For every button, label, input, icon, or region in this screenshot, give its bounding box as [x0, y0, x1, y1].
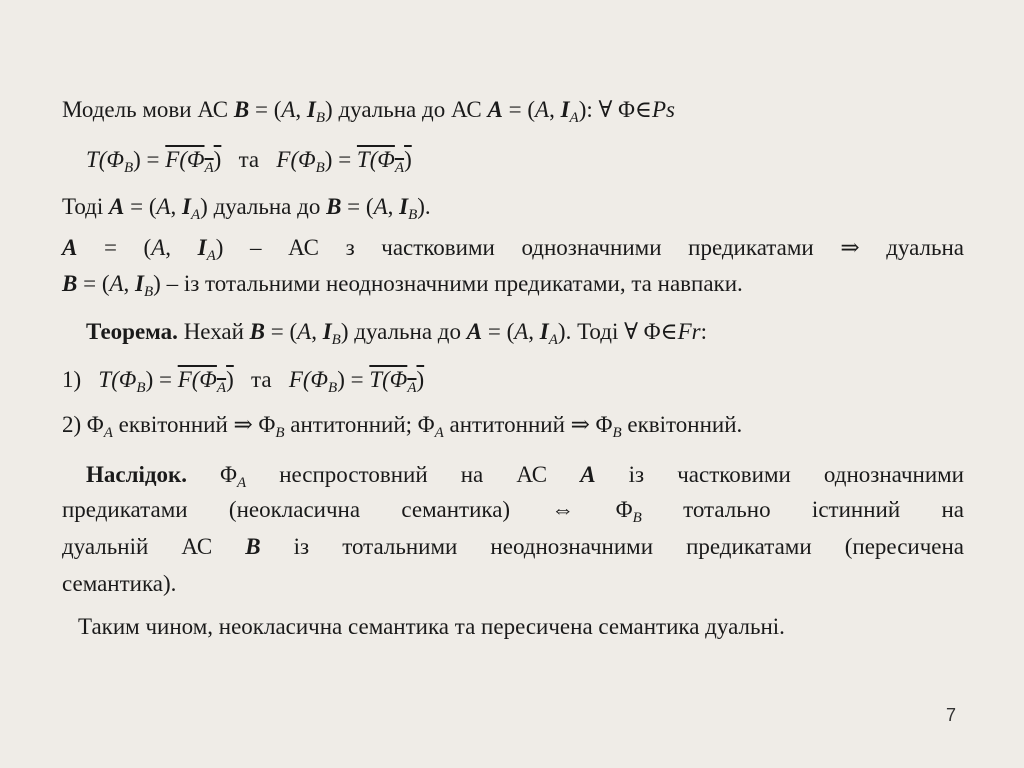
- symbol-a: A: [466, 319, 483, 344]
- overline-group: [369, 367, 425, 396]
- text: Тоді: [62, 194, 109, 219]
- text: еквітонний ⇒ Φ: [112, 412, 276, 437]
- text: ,: [170, 194, 183, 219]
- text: еквітонний.: [621, 412, 743, 437]
- theorem-item-2: [62, 411, 964, 439]
- text: ) =: [145, 367, 178, 392]
- text: ).: [417, 194, 431, 219]
- symbol-a: A: [297, 319, 312, 344]
- text: = (: [249, 97, 282, 122]
- text: = (: [482, 319, 515, 344]
- symbol-i: I: [399, 194, 409, 219]
- subscript: A: [103, 425, 113, 441]
- subscript: A: [394, 160, 405, 176]
- subscript: B: [315, 110, 326, 126]
- text: неспростовний на АС: [246, 462, 581, 487]
- overline-group: [165, 147, 222, 176]
- model-definition-line: [62, 96, 964, 124]
- text: Φ: [187, 462, 237, 487]
- symbol-b: B: [62, 271, 78, 296]
- text: ,: [165, 235, 198, 260]
- text: семантика).: [62, 571, 177, 596]
- subscript: B: [632, 510, 642, 526]
- subscript: A: [434, 425, 444, 441]
- partial-predicates-line: [62, 234, 964, 262]
- total-predicates-line: [62, 270, 964, 298]
- text: Таким чином, неокласична семантика та пересичена семантика дуальні.: [78, 614, 785, 639]
- text: ). Тоді ∀ Φ∈: [557, 319, 678, 344]
- subscript: A: [216, 380, 227, 396]
- subscript: B: [408, 207, 418, 223]
- symbol-a: A: [535, 97, 550, 122]
- text: із тотальними неоднозначними предикатами (пересичена: [260, 534, 965, 559]
- text: = (: [341, 194, 374, 219]
- text: Модель мови АС: [62, 97, 234, 122]
- subscript: B: [612, 425, 622, 441]
- symbol-ps: Ps: [651, 97, 675, 122]
- symbol-i: I: [197, 235, 207, 260]
- symbol-i: I: [306, 97, 316, 122]
- text: ,: [123, 271, 136, 296]
- symbol-i: I: [539, 319, 549, 344]
- text: ) – із тотальними неоднозначними предикатами, та навпаки.: [153, 271, 743, 296]
- subscript: A: [204, 160, 214, 176]
- text: ) =: [133, 147, 166, 172]
- symbol-i: I: [135, 271, 144, 296]
- subscript: B: [331, 332, 341, 348]
- theorem-line: [86, 318, 988, 346]
- subscript: A: [236, 475, 247, 491]
- text: ): [213, 147, 222, 172]
- text: антитонний; Φ: [284, 412, 435, 437]
- formula-f: F(Φ: [165, 147, 205, 172]
- subscript: B: [315, 160, 325, 176]
- text: = (: [265, 319, 298, 344]
- text: ) дуальна до: [340, 319, 467, 344]
- symbol-b: B: [233, 97, 250, 122]
- formula-f: F(Φ: [288, 367, 329, 392]
- subscript: A: [407, 380, 417, 396]
- text: ) – АС з частковими однозначними предикатами ⇒ дуальна: [215, 235, 964, 260]
- symbol-a: A: [156, 194, 171, 219]
- text: із частковими однозначними: [595, 462, 964, 487]
- subscript: B: [136, 380, 146, 396]
- symbol-a: A: [281, 97, 296, 122]
- formula-t: T(Φ: [369, 367, 408, 392]
- text: ) =: [337, 367, 370, 392]
- corollary-line-3: [62, 533, 964, 561]
- corollary-line-4: [62, 570, 964, 598]
- page-number: 7: [946, 705, 957, 725]
- text: ): [226, 367, 234, 392]
- subscript: A: [548, 332, 558, 348]
- text: = (: [502, 97, 535, 122]
- text: ) дуальна до: [200, 194, 327, 219]
- text: ) дуальна до АС: [325, 97, 488, 122]
- then-line: [62, 193, 964, 221]
- text: ,: [387, 194, 400, 219]
- duality-formula: [86, 146, 988, 174]
- symbol-fr: Fr: [677, 319, 701, 344]
- text: Нехай: [177, 319, 250, 344]
- formula-f: F(Φ: [177, 367, 217, 392]
- symbol-a: A: [109, 194, 125, 219]
- item-number: 1): [62, 367, 82, 392]
- symbol-i: I: [182, 194, 191, 219]
- text: ): [404, 147, 412, 172]
- corollary-line-1: [86, 461, 964, 489]
- conjunction: та: [238, 147, 260, 172]
- text: 2) Φ: [62, 412, 104, 437]
- symbol-i: I: [560, 97, 570, 122]
- text: :: [700, 319, 707, 344]
- subscript: B: [144, 284, 154, 300]
- overline-group: [356, 147, 412, 176]
- theorem-item-1: [62, 366, 964, 394]
- subscript: B: [123, 160, 134, 176]
- text: ) =: [324, 147, 357, 172]
- symbol-a: A: [487, 97, 503, 122]
- symbol-a: A: [373, 194, 388, 219]
- text: ,: [295, 97, 307, 122]
- corollary-heading: Наслідок.: [86, 462, 188, 487]
- text: ,: [528, 319, 540, 344]
- symbol-b: B: [245, 534, 261, 559]
- text: предикатами (неокласична семантика) ⇔ Φ: [62, 497, 633, 522]
- subscript: A: [206, 248, 216, 264]
- text: ): [416, 367, 425, 392]
- text: = (: [124, 194, 157, 219]
- symbol-b: B: [249, 319, 266, 344]
- overline-group: [177, 367, 234, 396]
- conclusion-line: [78, 613, 980, 641]
- subscript: B: [275, 425, 285, 441]
- text: ,: [549, 97, 561, 122]
- text: дуальній АС: [62, 534, 246, 559]
- formula-t: T(Φ: [356, 147, 395, 172]
- symbol-a: A: [580, 462, 596, 487]
- symbol-a: A: [151, 235, 166, 260]
- symbol-i: I: [322, 319, 332, 344]
- symbol-a: A: [109, 271, 124, 296]
- symbol-a: A: [514, 319, 529, 344]
- text: тотально істинний на: [641, 497, 964, 522]
- text: = (: [77, 271, 110, 296]
- symbol-a: A: [62, 235, 78, 260]
- corollary-line-2: [62, 496, 964, 524]
- subscript: A: [191, 207, 201, 223]
- text: ): ∀ Φ∈: [578, 97, 652, 122]
- text: = (: [77, 235, 152, 260]
- text: антитонний ⇒ Φ: [443, 412, 613, 437]
- conjunction: та: [251, 367, 272, 392]
- formula-t: T(Φ: [86, 147, 124, 172]
- subscript: A: [569, 110, 579, 126]
- text: ,: [311, 319, 323, 344]
- theorem-heading: Теорема.: [86, 319, 178, 344]
- formula-f: F(Φ: [276, 147, 316, 172]
- formula-t: T(Φ: [98, 367, 137, 392]
- symbol-b: B: [326, 194, 342, 219]
- subscript: B: [328, 380, 338, 396]
